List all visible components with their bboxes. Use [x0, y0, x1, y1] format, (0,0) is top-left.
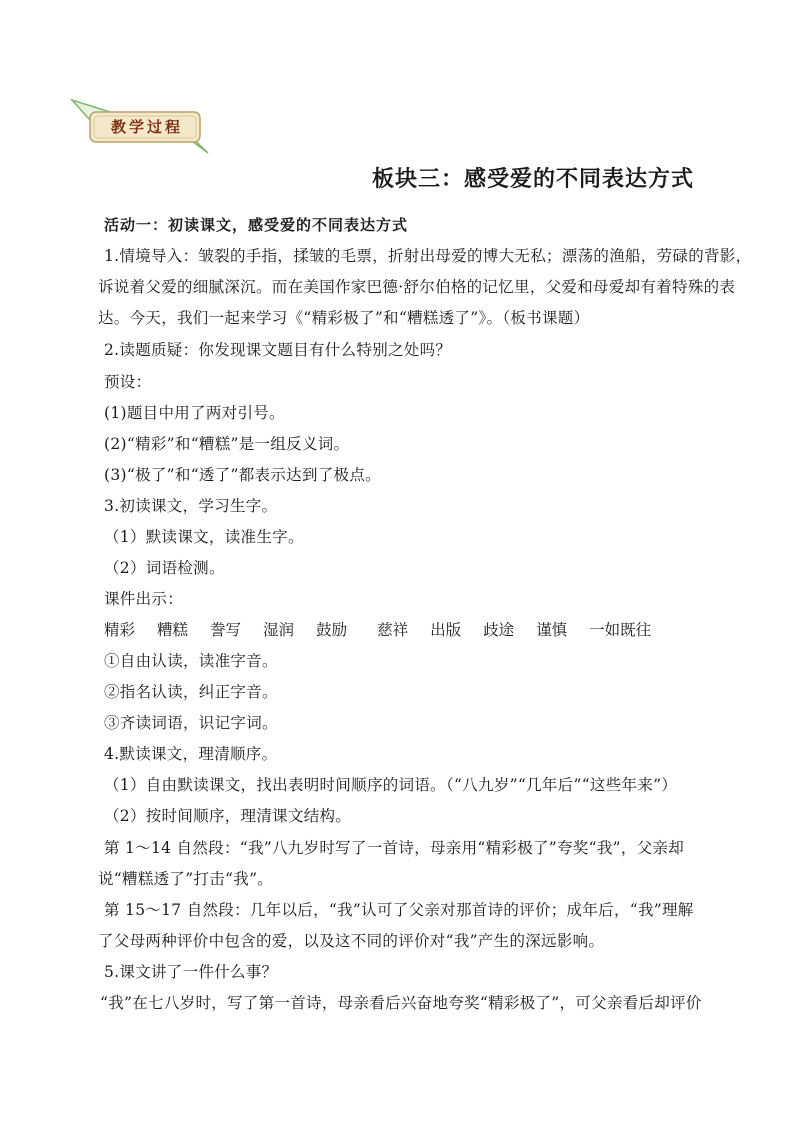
paragraph-line: 第 1～14 自然段：“我”八九岁时写了一首诗，母亲用“精彩极了”夸奖“我”，父亲却 [104, 839, 685, 857]
paragraph-line: 2.读题质疑：你发现课文题目有什么特别之处吗？ [104, 341, 452, 359]
paragraph-line: 诉说着父爱的细腻深沉。而在美国作家巴德·舒尔伯格的记忆里，父爱和母爱却有着特殊的表 [98, 278, 736, 296]
paragraph-line: 达。今天，我们一起来学习《“精彩极了”和“糟糕透了”》。（板书课题） [98, 309, 590, 327]
vocabulary-word: 鼓励 [316, 621, 348, 639]
vocabulary-word: 湿润 [263, 621, 295, 639]
paragraph-line: (3)“极了”和“透了”都表示达到了极点。 [104, 466, 381, 484]
vocabulary-word: 糟糕 [157, 621, 189, 639]
paragraph-line: (2)“精彩”和“糟糕”是一组反义词。 [104, 435, 350, 453]
paragraph-line: 说“糟糕透了”打击“我”。 [98, 870, 274, 888]
vocabulary-word: 精彩 [104, 621, 136, 639]
vocabulary-list [104, 619, 673, 641]
paragraph-line: 3.初读课文，学习生字。 [104, 497, 278, 515]
paragraph-line: 预设： [104, 373, 152, 391]
paragraph-line: 5.课文讲了一件什么事？ [104, 963, 278, 981]
paragraph-line: （1）自由默读课文，找出表明时间顺序的词语。（“八九岁”“几年后”“这些年来”） [104, 776, 678, 794]
vocabulary-word: 慈祥 [377, 621, 409, 639]
teaching-process-badge [70, 98, 215, 158]
paragraph-line: ③齐读词语，识记字词。 [104, 714, 278, 732]
paragraph-line: ②指名认读，纠正字音。 [104, 683, 278, 701]
paragraph-line: （1）默读课文，读准生字。 [104, 528, 304, 546]
paragraph-line: “我”在七八岁时，写了第一首诗，母亲看后兴奋地夸奖“精彩极了”，可父亲看后却评价 [100, 994, 702, 1012]
paragraph-line: 第 15～17 自然段：几年以后，“我”认可了父亲对那首诗的评价；成年后，“我”理解 [104, 901, 694, 919]
vocabulary-word: 出版 [430, 621, 462, 639]
section-title: 板块三：感受爱的不同表达方式 [371, 167, 694, 192]
paragraph-line: ①自由认读，读准字音。 [104, 652, 278, 670]
badge-label: 教学过程 [110, 118, 183, 136]
vocabulary-word: 誊写 [210, 621, 242, 639]
paragraph-line: (1)题目中用了两对引号。 [104, 404, 285, 422]
paragraph-line: （2）按时间顺序，理清课文结构。 [104, 807, 352, 825]
vocabulary-word: 歧途 [483, 621, 515, 639]
vocabulary-word: 谨慎 [536, 621, 568, 639]
paragraph-line: 4.默读课文，理清顺序。 [104, 745, 278, 763]
paragraph-line: （2）词语检测。 [104, 559, 225, 577]
paragraph-line: 课件出示： [104, 590, 184, 608]
vocabulary-word: 一如既往 [589, 621, 652, 639]
paragraph-line: 1.情境导入：皱裂的手指，揉皱的毛票，折射出母爱的博大无私；漂荡的渔船，劳碌的背影， [104, 247, 752, 265]
activity-heading: 活动一：初读课文，感受爱的不同表达方式 [104, 216, 409, 234]
paragraph-line: 了父母两种评价中包含的爱，以及这不同的评价对“我”产生的深远影响。 [98, 932, 605, 950]
